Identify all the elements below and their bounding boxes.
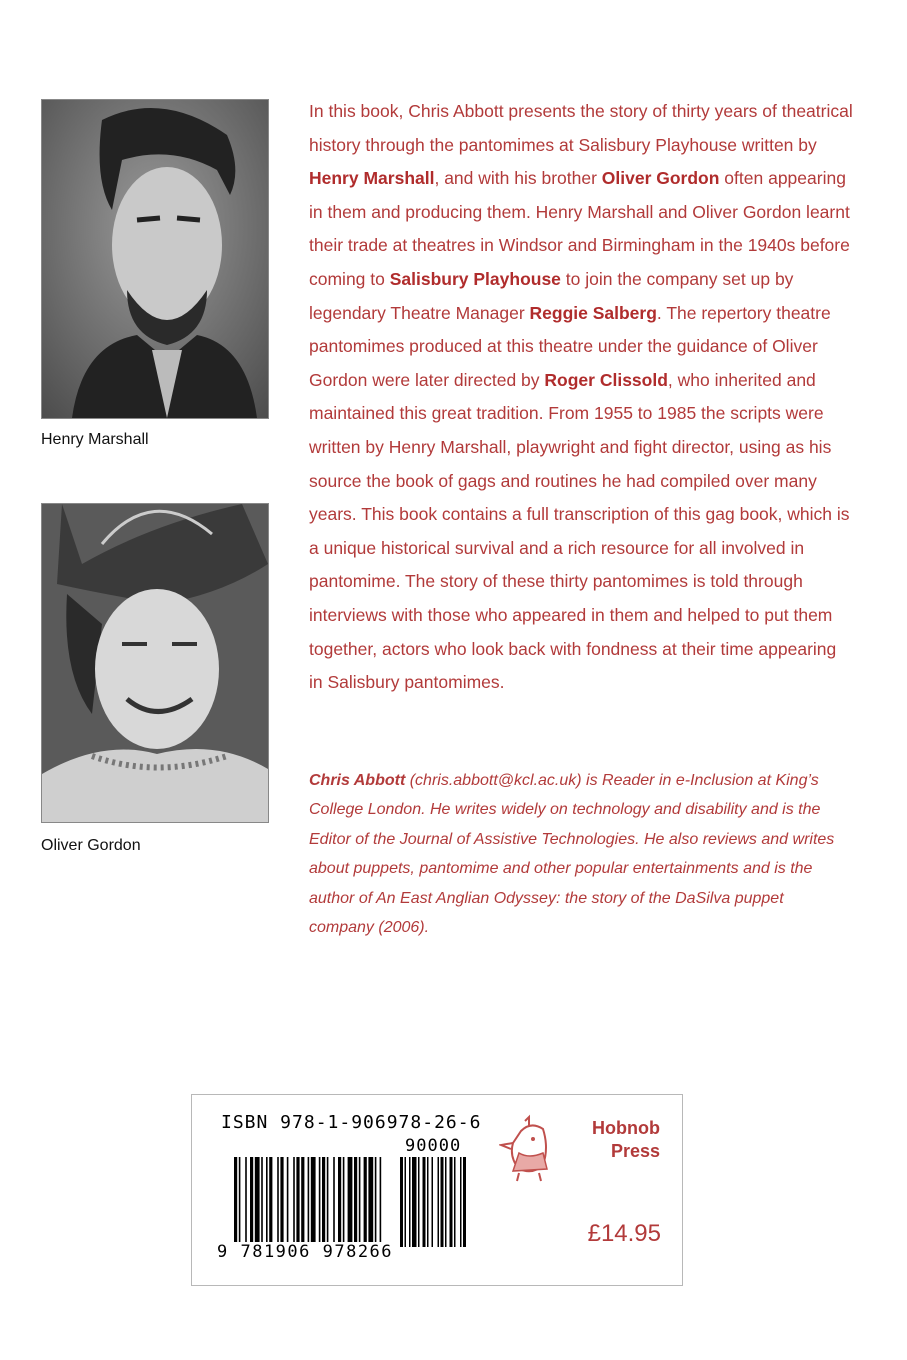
name-oliver-gordon: Oliver Gordon [601, 168, 720, 189]
name-henry-marshall: Henry Marshall [309, 168, 435, 189]
name-salisbury-playhouse: Salisbury Playhouse [389, 268, 561, 289]
author-bio: Chris Abbott (chris.abbott@kcl.ac.uk) is Reader in e-Inclusion at King’s College London. He writes widely on technology and disability and is the Editor of the Journal of Assistive Technologies. He also reviews and writes about puppets, pantomime and other popular entertainments and is the author of An East Anglian Odyssey: the story of the DaSilva puppet company (2006). [309, 772, 835, 937]
henry-marshall-caption: Henry Marshall [41, 431, 149, 448]
name-roger-clissold: Roger Clissold [544, 369, 668, 390]
author-name: Chris Abbott [309, 772, 406, 789]
price: £14.95 [587, 1220, 661, 1247]
barcode-number: 9 781906 978266 [217, 1242, 394, 1262]
hobnob-press-logo [499, 1113, 563, 1183]
oliver-gordon-caption: Oliver Gordon [41, 837, 141, 854]
henry-marshall-photo [41, 99, 269, 419]
isbn-text: ISBN 978-1-906978-26-6 [221, 1112, 482, 1133]
name-reggie-salberg: Reggie Salberg [529, 302, 657, 323]
book-description: In this book, Chris Abbott presents the story of thirty years of theatrical history through the pantomimes at Salisbury Playhouse written by Henry Marshall, and with his brother Oliver Gordon often appearing in them and producing them. Henry Marshall and Oliver Gordon learnt their trade at theatres in Windsor and Birmingham in the 1940s before coming to Salisbury Playhouse to join the company set up by legendary Theatre Manager Reggie Salberg. The repertory theatre pantomimes produced at this theatre under the guidance of Oliver Gordon were later directed by Roger Clissold, who inherited and maintained this great tradition. From 1955 to 1985 the scripts were written by Henry Marshall, playwright and fight director, using as his source the book of gags and routines he had compiled over many years. This book contains a full transcription of this gag book, which is a unique historical survival and a rich resource for all involved in pantomime. The story of these thirty pantomimes is told through interviews with those who appeared in them and helped to put them together, actors who look back with fondness at their time appearing in Salisbury pantomimes. [309, 101, 853, 693]
barcode-addon-number: 90000 [405, 1136, 462, 1156]
barcode-box [191, 1094, 683, 1286]
publisher-name: Hobnob Press [592, 1118, 660, 1161]
barcode-bars [234, 1157, 480, 1253]
oliver-gordon-photo [41, 503, 269, 823]
